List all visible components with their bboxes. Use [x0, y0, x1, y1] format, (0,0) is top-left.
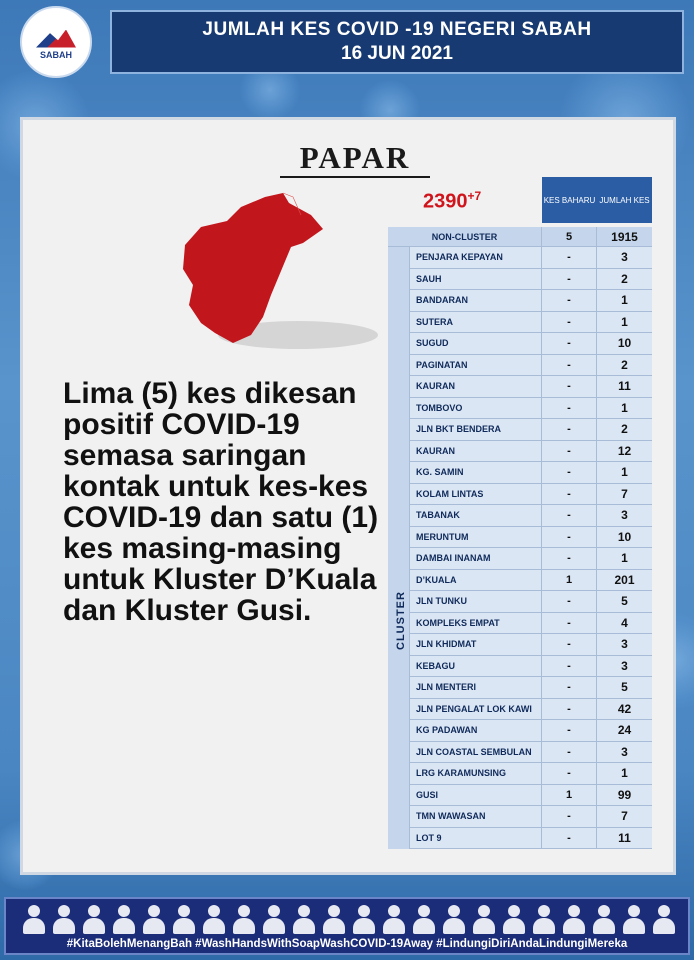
row-new: -	[542, 441, 597, 463]
row-total: 2	[597, 419, 652, 441]
district-title: PAPAR	[299, 140, 411, 175]
frontliner-icon	[622, 903, 646, 935]
table-row	[410, 699, 652, 721]
row-name: BANDARAN	[410, 290, 542, 312]
row-total: 1	[597, 462, 652, 484]
row-total: 1915	[597, 227, 652, 247]
table-row	[410, 355, 652, 377]
frontliner-icon	[322, 903, 346, 935]
frontliner-icon	[652, 903, 676, 935]
row-total: 3	[597, 247, 652, 269]
row-total: 1	[597, 290, 652, 312]
logo-mountain-icon	[55, 25, 56, 30]
frontliner-icon	[352, 903, 376, 935]
frontliner-icon	[502, 903, 526, 935]
row-new: -	[542, 677, 597, 699]
row-name: TMN WAWASAN	[410, 806, 542, 828]
total-increment: +7	[467, 189, 482, 203]
frontliner-icon	[22, 903, 46, 935]
row-total: 3	[597, 505, 652, 527]
total-value: 2390	[423, 190, 468, 213]
row-name: TABANAK	[410, 505, 542, 527]
logo-emblem-icon	[36, 30, 76, 48]
row-name: JLN KHIDMAT	[410, 634, 542, 656]
row-new: 5	[542, 227, 597, 247]
row-total: 2	[597, 355, 652, 377]
row-new: -	[542, 398, 597, 420]
table-row	[410, 720, 652, 742]
row-total: 3	[597, 656, 652, 678]
col-header-total: JUMLAH KES	[597, 177, 652, 223]
row-total: 4	[597, 613, 652, 635]
row-new: -	[542, 742, 597, 764]
frontliner-icon	[112, 903, 136, 935]
row-total: 11	[597, 376, 652, 398]
cluster-label: CLUSTER	[395, 591, 407, 650]
table-row	[410, 398, 652, 420]
row-new: -	[542, 720, 597, 742]
row-name: JLN BKT BENDERA	[410, 419, 542, 441]
row-name: KG. SAMIN	[410, 462, 542, 484]
row-name: KG PADAWAN	[410, 720, 542, 742]
row-name: MERUNTUM	[410, 527, 542, 549]
row-total: 42	[597, 699, 652, 721]
row-new: -	[542, 247, 597, 269]
table-row	[410, 441, 652, 463]
row-new: -	[542, 806, 597, 828]
row-total: 7	[597, 806, 652, 828]
row-name: SAUH	[410, 269, 542, 291]
case-description: Lima (5) kes dikesan positif COVID-19 semasa saringan kontak untuk kes-kes COVID-19 dan satu (1) kes masing-masing untuk Kluster D’Kuala dan Kluster Gusi.	[63, 377, 379, 627]
row-name: JLN COASTAL SEMBULAN	[410, 742, 542, 764]
table-row	[410, 333, 652, 355]
frontliner-icon	[472, 903, 496, 935]
row-name: LRG KARAMUNSING	[410, 763, 542, 785]
row-name: KAURAN	[410, 441, 542, 463]
table-row	[410, 806, 652, 828]
row-new: -	[542, 699, 597, 721]
frontliner-icon	[82, 903, 106, 935]
row-new: -	[542, 462, 597, 484]
row-name: SUGUD	[410, 333, 542, 355]
page-header	[110, 10, 684, 74]
row-total: 3	[597, 742, 652, 764]
row-total: 1	[597, 398, 652, 420]
cluster-side-bar	[388, 247, 410, 849]
row-name: KEBAGU	[410, 656, 542, 678]
row-new: -	[542, 269, 597, 291]
row-name: JLN MENTERI	[410, 677, 542, 699]
row-name: SUTERA	[410, 312, 542, 334]
row-new: -	[542, 527, 597, 549]
frontliner-icon	[532, 903, 556, 935]
row-name: KOMPLEKS EMPAT	[410, 613, 542, 635]
row-new: -	[542, 290, 597, 312]
row-new: -	[542, 763, 597, 785]
table-row	[410, 247, 652, 269]
row-new: -	[542, 505, 597, 527]
row-total: 24	[597, 720, 652, 742]
frontliner-figures	[22, 903, 676, 935]
non-cluster-row	[388, 227, 652, 247]
row-name: NON-CLUSTER	[388, 227, 542, 247]
row-new: 1	[542, 570, 597, 592]
table-row	[410, 419, 652, 441]
row-name: KAURAN	[410, 376, 542, 398]
table-row	[410, 484, 652, 506]
row-new: -	[542, 656, 597, 678]
frontliner-icon	[202, 903, 226, 935]
frontliner-icon	[442, 903, 466, 935]
table-row	[410, 269, 652, 291]
row-total: 201	[597, 570, 652, 592]
row-total: 10	[597, 527, 652, 549]
table-row	[410, 656, 652, 678]
col-header-new: KES BAHARU	[542, 177, 597, 223]
footer-banner	[4, 897, 690, 955]
frontliner-icon	[412, 903, 436, 935]
header-title: JUMLAH KES COVID -19 NEGERI SABAH	[202, 19, 592, 40]
table-row	[410, 527, 652, 549]
table-row	[410, 312, 652, 334]
row-new: -	[542, 376, 597, 398]
frontliner-icon	[292, 903, 316, 935]
row-total: 2	[597, 269, 652, 291]
table-row	[410, 591, 652, 613]
table-row	[410, 613, 652, 635]
header-date: 16 JUN 2021	[341, 43, 453, 64]
frontliner-icon	[172, 903, 196, 935]
row-name: JLN PENGALAT LOK KAWI	[410, 699, 542, 721]
frontliner-icon	[262, 903, 286, 935]
row-name: D’KUALA	[410, 570, 542, 592]
district-map-icon	[123, 185, 383, 365]
row-total: 5	[597, 677, 652, 699]
table-row	[410, 763, 652, 785]
table-row	[410, 376, 652, 398]
row-new: -	[542, 355, 597, 377]
row-name: DAMBAI INANAM	[410, 548, 542, 570]
row-name: LOT 9	[410, 828, 542, 850]
sabah-logo	[20, 6, 92, 78]
frontliner-icon	[592, 903, 616, 935]
frontliner-icon	[382, 903, 406, 935]
row-total: 5	[597, 591, 652, 613]
row-new: -	[542, 419, 597, 441]
row-total: 7	[597, 484, 652, 506]
row-total: 12	[597, 441, 652, 463]
row-total: 3	[597, 634, 652, 656]
table-row	[410, 634, 652, 656]
frontliner-icon	[562, 903, 586, 935]
district-panel	[20, 117, 676, 875]
cluster-table	[388, 177, 652, 857]
table-row	[410, 677, 652, 699]
row-new: -	[542, 312, 597, 334]
row-total: 99	[597, 785, 652, 807]
row-new: -	[542, 591, 597, 613]
row-new: -	[542, 484, 597, 506]
table-row	[410, 505, 652, 527]
frontliner-icon	[52, 903, 76, 935]
footer-hashtags: #KitaBolehMenangBah #WashHandsWithSoapWashCOVID-19Away #LindungiDiriAndaLindungiMereka	[66, 938, 628, 950]
row-new: -	[542, 333, 597, 355]
table-row	[410, 548, 652, 570]
table-row	[410, 828, 652, 850]
row-name: PAGINATAN	[410, 355, 542, 377]
row-total: 10	[597, 333, 652, 355]
table-row	[410, 462, 652, 484]
row-name: GUSI	[410, 785, 542, 807]
row-total: 1	[597, 763, 652, 785]
table-row	[410, 570, 652, 592]
logo-text: SABAH	[39, 49, 72, 60]
table-row	[410, 290, 652, 312]
row-new: 1	[542, 785, 597, 807]
row-total: 1	[597, 548, 652, 570]
row-new: -	[542, 634, 597, 656]
row-name: JLN TUNKU	[410, 591, 542, 613]
row-total: 11	[597, 828, 652, 850]
table-row	[410, 785, 652, 807]
row-new: -	[542, 613, 597, 635]
row-total: 1	[597, 312, 652, 334]
row-name: TOMBOVO	[410, 398, 542, 420]
row-new: -	[542, 828, 597, 850]
row-name: KOLAM LINTAS	[410, 484, 542, 506]
row-name: PENJARA KEPAYAN	[410, 247, 542, 269]
frontliner-icon	[232, 903, 256, 935]
row-new: -	[542, 548, 597, 570]
frontliner-icon	[142, 903, 166, 935]
table-row	[410, 742, 652, 764]
